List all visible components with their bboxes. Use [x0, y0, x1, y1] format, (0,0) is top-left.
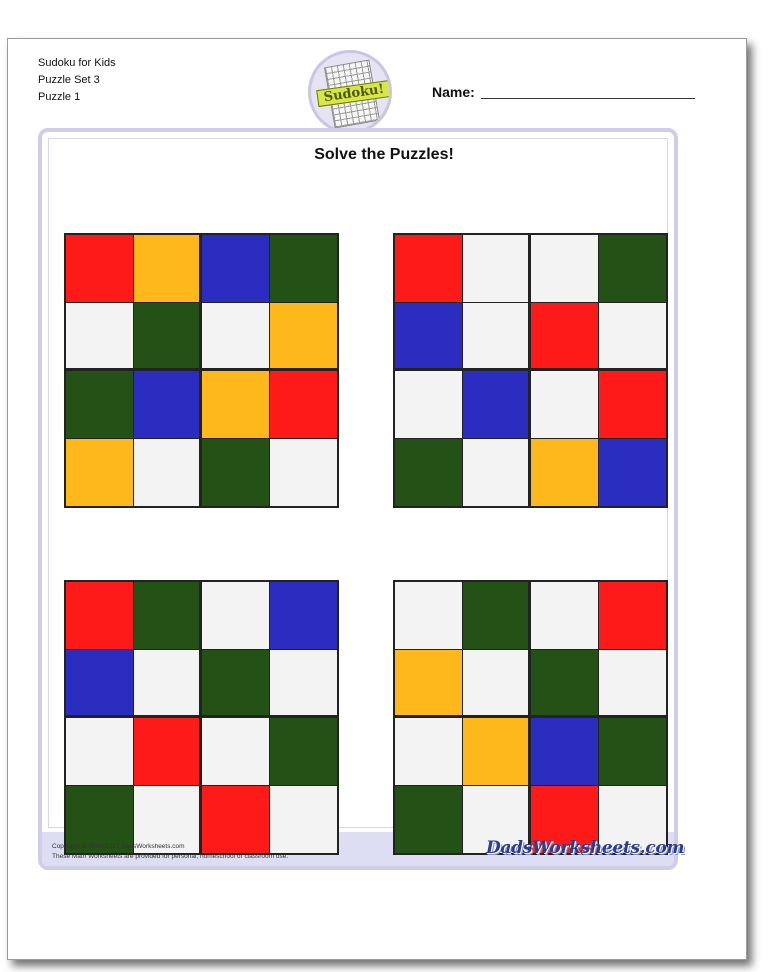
puzzle-set-label: Puzzle Set 3	[38, 74, 100, 86]
brand-logo: DadsWorksheets.com	[486, 838, 685, 858]
puzzle-4-cell-r1c2	[463, 582, 530, 649]
puzzle-2-cell-r3c2	[463, 371, 530, 438]
worksheet-title: Sudoku for Kids	[38, 57, 116, 69]
puzzle-4-cell-r3c1[interactable]	[395, 718, 462, 785]
puzzle-grid-2	[393, 233, 668, 508]
puzzle-3-cell-r2c4[interactable]	[270, 650, 337, 717]
puzzle-1-cell-r2c3[interactable]	[202, 303, 269, 370]
puzzle-2-cell-r1c4	[599, 235, 666, 302]
puzzle-2-cell-r2c2[interactable]	[463, 303, 530, 370]
puzzle-3-cell-r3c2	[134, 718, 201, 785]
puzzle-1-cell-r3c2	[134, 371, 201, 438]
puzzle-3-cell-r1c3[interactable]	[202, 582, 269, 649]
puzzle-1-cell-r4c3	[202, 439, 269, 506]
puzzle-1-cell-r1c2	[134, 235, 201, 302]
puzzle-4-cell-r2c3	[531, 650, 598, 717]
puzzle-4-cell-r1c4	[599, 582, 666, 649]
puzzle-1-cell-r1c4	[270, 235, 337, 302]
puzzle-1-cell-r1c1	[66, 235, 133, 302]
puzzle-4-cell-r2c4[interactable]	[599, 650, 666, 717]
puzzle-2-cell-r1c1	[395, 235, 462, 302]
puzzle-3-cell-r1c1	[66, 582, 133, 649]
puzzle-4-cell-r4c1	[395, 786, 462, 853]
name-label: Name:	[432, 84, 475, 100]
worksheet-info	[38, 55, 116, 106]
puzzle-1-cell-r4c2[interactable]	[134, 439, 201, 506]
puzzle-grid-3	[64, 580, 339, 855]
puzzle-2-cell-r2c1	[395, 303, 462, 370]
puzzle-4-cell-r2c1	[395, 650, 462, 717]
puzzle-1-cell-r4c1	[66, 439, 133, 506]
copyright-text: Copyright © 2008-2017 DadsWorksheets.com	[52, 843, 185, 850]
puzzle-3-cell-r3c4	[270, 718, 337, 785]
name-field[interactable]	[481, 98, 695, 99]
puzzle-1-cell-r2c2	[134, 303, 201, 370]
puzzle-grid-4	[393, 580, 668, 855]
puzzle-4-cell-r2c2[interactable]	[463, 650, 530, 717]
puzzle-2-cell-r1c3[interactable]	[531, 235, 598, 302]
puzzle-4-cell-r1c3[interactable]	[531, 582, 598, 649]
puzzle-2-cell-r1c2[interactable]	[463, 235, 530, 302]
page-title: Solve the Puzzles!	[314, 146, 454, 163]
usage-notice: These Math Worksheets are provided for personal, homeschool or classroom use.	[52, 853, 289, 860]
puzzle-4-cell-r3c3	[531, 718, 598, 785]
puzzle-1-cell-r4c4[interactable]	[270, 439, 337, 506]
puzzle-1-cell-r3c4	[270, 371, 337, 438]
copyright-notice	[52, 842, 288, 862]
logo-text: Sudoku!	[316, 80, 392, 107]
puzzle-2-cell-r3c3[interactable]	[531, 371, 598, 438]
puzzle-2-cell-r2c3	[531, 303, 598, 370]
puzzle-2-cell-r4c4	[599, 439, 666, 506]
puzzle-1-cell-r3c1	[66, 371, 133, 438]
puzzle-1-cell-r3c3	[202, 371, 269, 438]
puzzle-3-cell-r3c3[interactable]	[202, 718, 269, 785]
puzzle-2-cell-r2c4[interactable]	[599, 303, 666, 370]
puzzle-4-cell-r3c4	[599, 718, 666, 785]
puzzle-number-label: Puzzle 1	[38, 91, 81, 103]
puzzle-4-cell-r1c1[interactable]	[395, 582, 462, 649]
puzzle-3-cell-r2c2[interactable]	[134, 650, 201, 717]
puzzle-grid-1	[64, 233, 339, 508]
puzzle-3-cell-r2c3	[202, 650, 269, 717]
puzzle-3-cell-r1c2	[134, 582, 201, 649]
puzzle-3-cell-r2c1	[66, 650, 133, 717]
puzzle-1-cell-r2c1[interactable]	[66, 303, 133, 370]
sudoku-logo	[308, 50, 392, 134]
puzzle-2-cell-r4c3	[531, 439, 598, 506]
puzzle-1-cell-r1c3	[202, 235, 269, 302]
puzzle-3-cell-r3c1[interactable]	[66, 718, 133, 785]
puzzle-3-cell-r1c4	[270, 582, 337, 649]
puzzle-4-cell-r3c2	[463, 718, 530, 785]
puzzle-2-cell-r4c2[interactable]	[463, 439, 530, 506]
puzzle-1-cell-r2c4	[270, 303, 337, 370]
puzzle-2-cell-r3c4	[599, 371, 666, 438]
puzzle-2-cell-r3c1[interactable]	[395, 371, 462, 438]
puzzle-2-cell-r4c1	[395, 439, 462, 506]
